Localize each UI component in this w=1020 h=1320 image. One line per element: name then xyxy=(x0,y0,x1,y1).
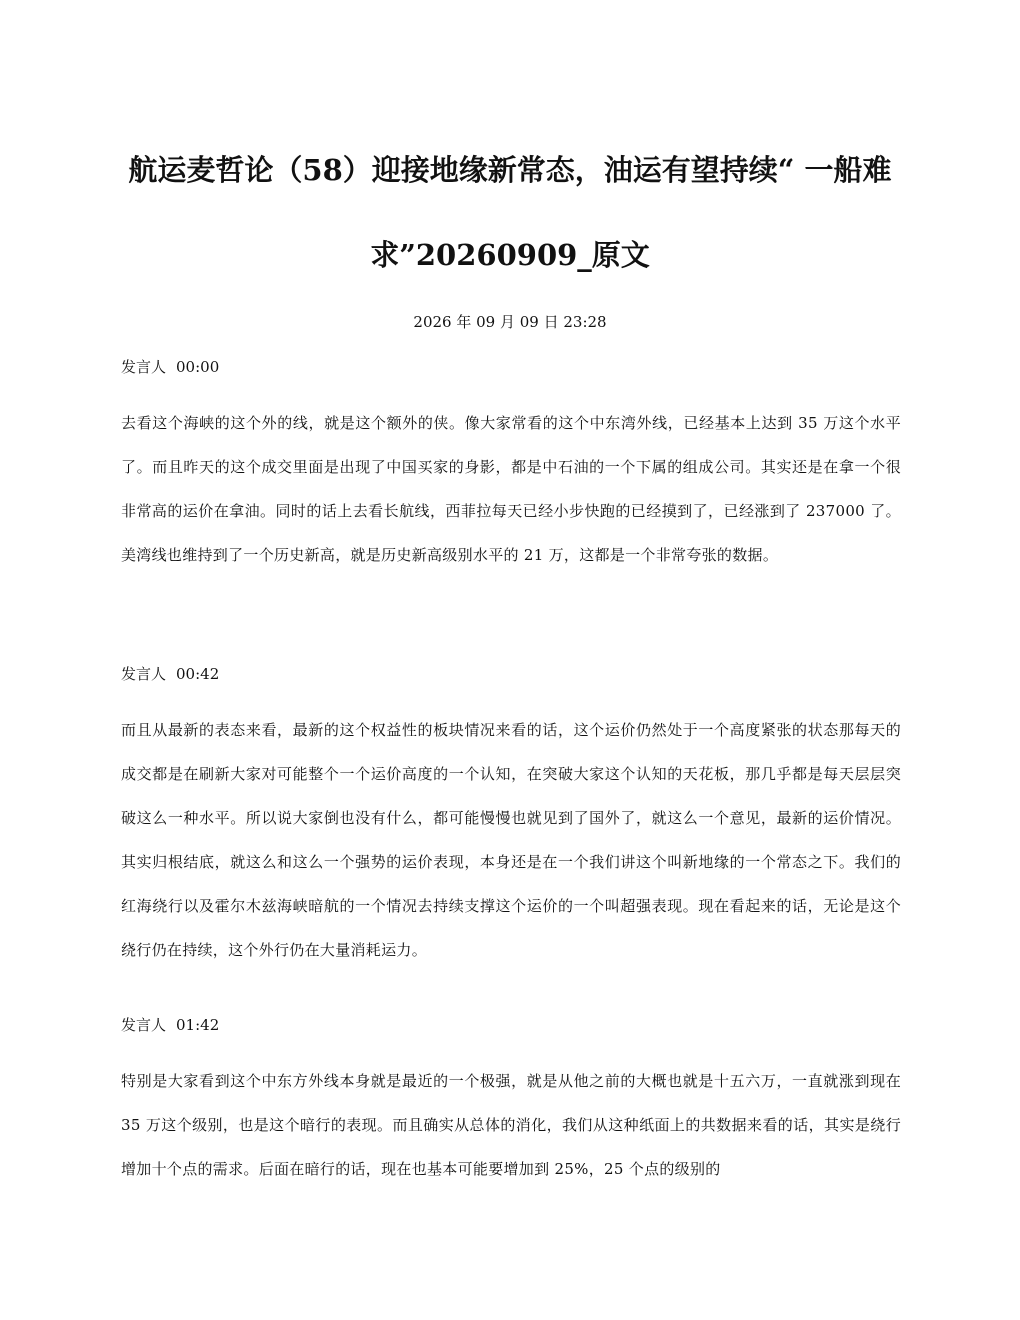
timestamp: 00:00 xyxy=(176,358,220,376)
speaker-line xyxy=(121,1015,901,1035)
document-title: 航运麦哲论（58）迎接地缘新常态，油运有望持续“ 一船难求”20260909_原文 xyxy=(128,153,892,272)
speaker-name: 发言人 xyxy=(121,1016,167,1034)
speaker-name: 发言人 xyxy=(121,665,167,683)
transcript-segment xyxy=(121,357,901,577)
segment-text: 特别是大家看到这个中东方外线本身就是最近的一个极强，就是从他之前的大概也就是十五六万，一直就涨到现在 35 万这个级别，也是这个暗行的表现。而且确实从总体的消化，我们从这种纸面上的共数据来看的话，其实是绕行增加十个点的需求。后面在暗行的话，现在也基本可能要增加到 25%，25 个点的级别的 xyxy=(121,1072,901,1178)
transcript-segment xyxy=(121,1015,901,1191)
transcript-segment xyxy=(121,664,901,972)
document-date: 2026 年 09 月 09 日 23:28 xyxy=(413,313,607,331)
timestamp: 00:42 xyxy=(176,665,220,683)
speaker-line xyxy=(121,357,901,377)
segment-text: 而且从最新的表态来看，最新的这个权益性的板块情况来看的话，这个运价仍然处于一个高度紧张的状态那每天的成交都是在刷新大家对可能整个一个运价高度的一个认知，在突破大家这个认知的天花板，那几乎都是每天层层突破这么一种水平。所以说大家倒也没有什么，都可能慢慢也就见到了国外了，就这么一个意见，最新的运价情况。其实归根结底，就这么和这么一个强势的运价表现，本身还是在一个我们讲这个叫新地缘的一个常态之下。我们的红海绕行以及霍尔木兹海峡暗航的一个情况去持续支撑这个运价的一个叫超强表现。现在看起来的话，无论是这个绕行仍在持续，这个外行仍在大量消耗运力。 xyxy=(121,721,901,959)
segment-text: 去看这个海峡的这个外的线，就是这个额外的侠。像大家常看的这个中东湾外线，已经基本上达到 35 万这个水平了。而且昨天的这个成交里面是出现了中国买家的身影，都是中石油的一个下属的组成公司。其实还是在拿一个很非常高的运价在拿油。同时的话上去看长航线，西菲拉每天已经小步快跑的已经摸到了，已经涨到了 237000 了。美湾线也维持到了一个历史新高，就是历史新高级别水平的 21 万，这都是一个非常夸张的数据。 xyxy=(121,414,901,564)
speaker-name: 发言人 xyxy=(121,358,167,376)
speaker-line xyxy=(121,664,901,684)
timestamp: 01:42 xyxy=(176,1016,220,1034)
